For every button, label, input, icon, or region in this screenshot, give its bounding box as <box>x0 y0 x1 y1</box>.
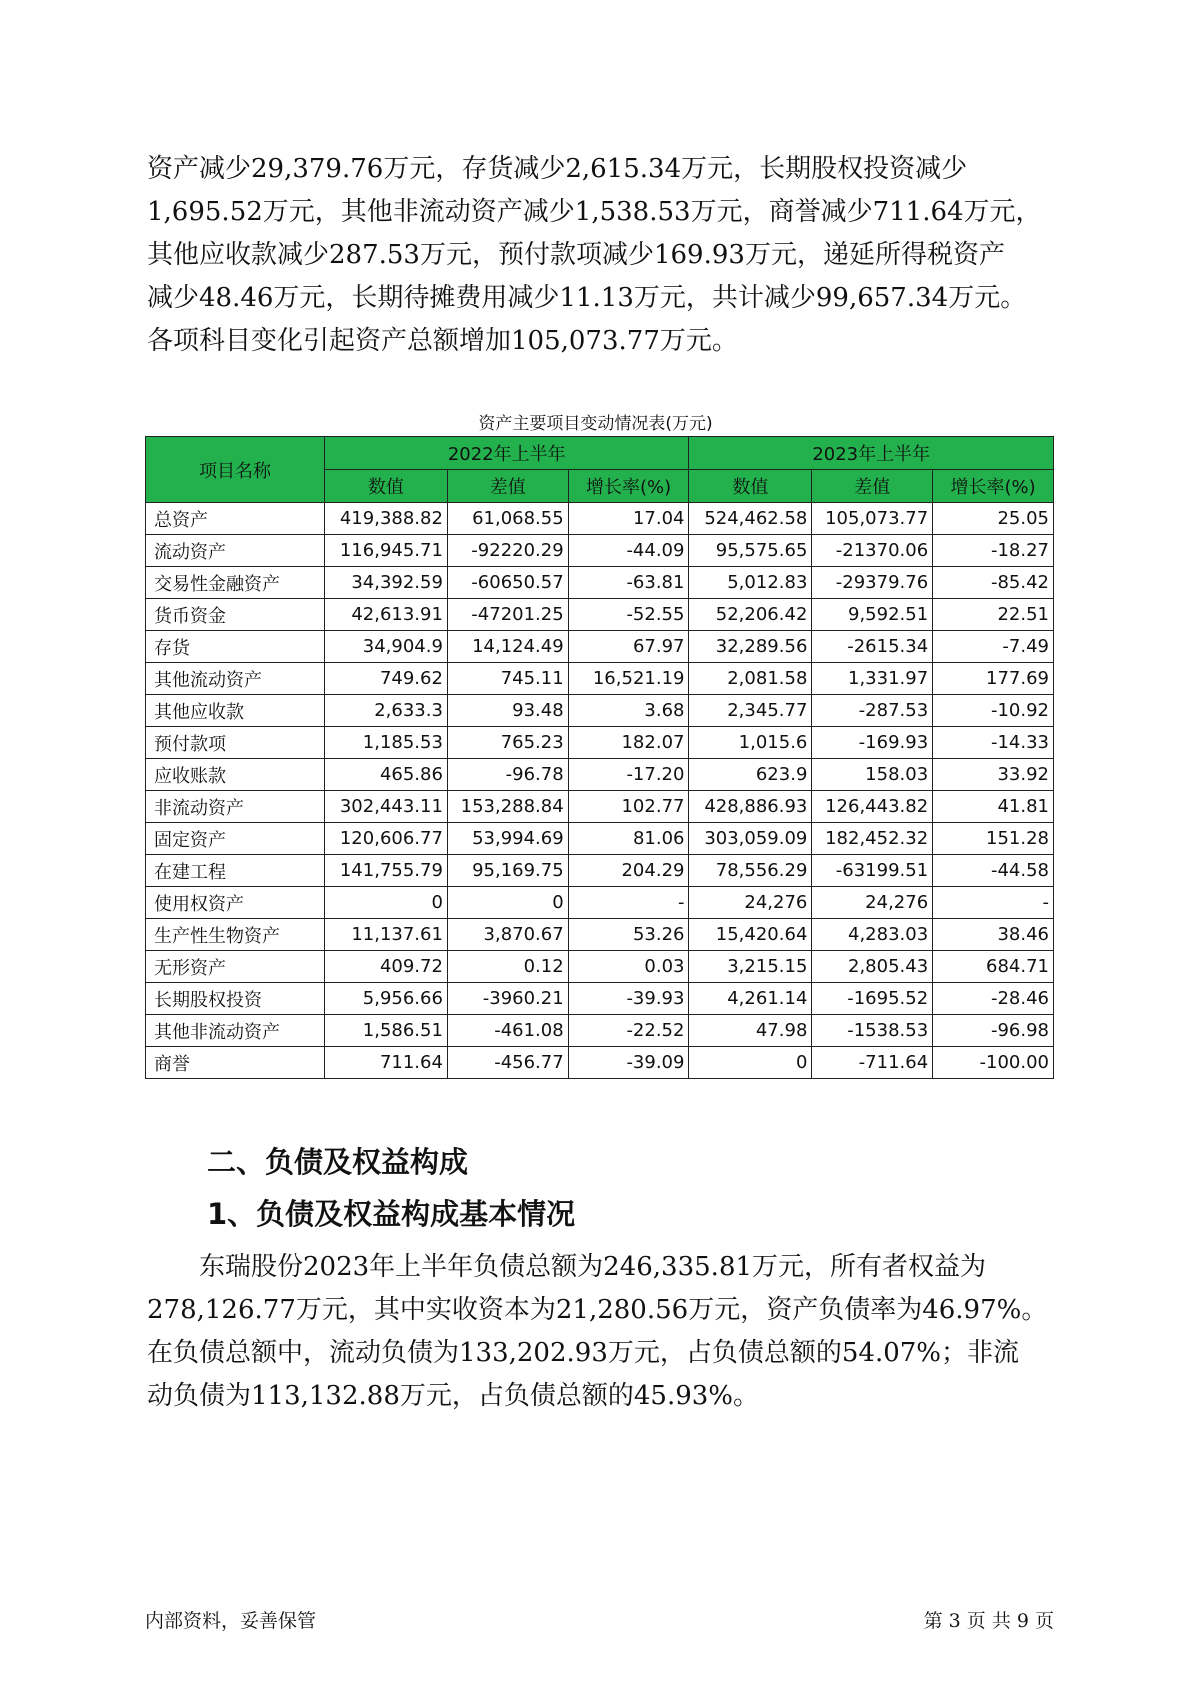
table-caption: 资产主要项目变动情况表(万元) <box>478 414 713 434</box>
table-cell: -29379.76 <box>812 567 933 599</box>
table-cell: -44.58 <box>933 855 1054 887</box>
table-cell: 52,206.42 <box>689 599 812 631</box>
table-cell: 102.77 <box>568 791 689 823</box>
row-label: 交易性金融资产 <box>146 567 325 599</box>
table-cell: 204.29 <box>568 855 689 887</box>
table-cell: 182.07 <box>568 727 689 759</box>
table-cell: -18.27 <box>933 535 1054 567</box>
table-body <box>146 503 1054 1079</box>
table-cell: -85.42 <box>933 567 1054 599</box>
table-cell: 158.03 <box>812 759 933 791</box>
table-cell: 47.98 <box>689 1015 812 1047</box>
header-period-2023: 2023年上半年 <box>689 437 1054 470</box>
table-cell: 53.26 <box>568 919 689 951</box>
table-cell: -3960.21 <box>447 983 568 1015</box>
table-cell: 120,606.77 <box>325 823 448 855</box>
table-cell: -22.52 <box>568 1015 689 1047</box>
table-cell: 0 <box>447 887 568 919</box>
table-cell: 749.62 <box>325 663 448 695</box>
table-cell: 9,592.51 <box>812 599 933 631</box>
body-line: 东瑞股份2023年上半年负债总额为246,335.81万元，所有者权益为 <box>199 1252 987 1282</box>
table-row <box>146 951 1054 983</box>
row-label: 生产性生物资产 <box>146 919 325 951</box>
table-cell: -1695.52 <box>812 983 933 1015</box>
table-cell: 1,586.51 <box>325 1015 448 1047</box>
table-row <box>146 727 1054 759</box>
table-cell: 711.64 <box>325 1047 448 1079</box>
row-label: 其他非流动资产 <box>146 1015 325 1047</box>
intro-line: 减少48.46万元，长期待摊费用减少11.13万元，共计减少99,657.34万元。 <box>147 283 1027 313</box>
table-cell: -39.09 <box>568 1047 689 1079</box>
table-cell: 81.06 <box>568 823 689 855</box>
table-cell: -7.49 <box>933 631 1054 663</box>
table-row <box>146 887 1054 919</box>
table-cell: 32,289.56 <box>689 631 812 663</box>
table-row <box>146 663 1054 695</box>
footer-page-number: 第 3 页 共 9 页 <box>923 1610 1054 1632</box>
intro-line: 各项科目变化引起资产总额增加105,073.77万元。 <box>147 326 738 356</box>
table-cell: -60650.57 <box>447 567 568 599</box>
table-cell: 303,059.09 <box>689 823 812 855</box>
row-label: 长期股权投资 <box>146 983 325 1015</box>
table-cell: -47201.25 <box>447 599 568 631</box>
table-cell: 0 <box>689 1047 812 1079</box>
table-cell: 1,331.97 <box>812 663 933 695</box>
table-cell: -44.09 <box>568 535 689 567</box>
table-cell: -21370.06 <box>812 535 933 567</box>
header-item-name: 项目名称 <box>146 437 325 503</box>
table-cell: 524,462.58 <box>689 503 812 535</box>
row-label: 货币资金 <box>146 599 325 631</box>
row-label: 非流动资产 <box>146 791 325 823</box>
table-cell: -52.55 <box>568 599 689 631</box>
table-cell: -14.33 <box>933 727 1054 759</box>
table-cell: 177.69 <box>933 663 1054 695</box>
table-row <box>146 791 1054 823</box>
row-label: 存货 <box>146 631 325 663</box>
table-cell: 1,015.6 <box>689 727 812 759</box>
subsection-heading: 1、负债及权益构成基本情况 <box>207 1197 576 1231</box>
header-period-2022: 2022年上半年 <box>325 437 689 470</box>
section-heading: 二、负债及权益构成 <box>207 1145 469 1179</box>
intro-line: 其他应收款减少287.53万元，预付款项减少169.93万元，递延所得税资产 <box>147 240 1005 270</box>
table-cell: 22.51 <box>933 599 1054 631</box>
table-cell: 0 <box>325 887 448 919</box>
table-cell: 141,755.79 <box>325 855 448 887</box>
table-cell: 0.12 <box>447 951 568 983</box>
row-label: 其他应收款 <box>146 695 325 727</box>
table-row <box>146 919 1054 951</box>
table-cell: 34,904.9 <box>325 631 448 663</box>
table-cell: 38.46 <box>933 919 1054 951</box>
header-value-2023: 数值 <box>689 470 812 503</box>
row-label: 应收账款 <box>146 759 325 791</box>
table-cell: -287.53 <box>812 695 933 727</box>
table-cell: 15,420.64 <box>689 919 812 951</box>
table-row <box>146 1015 1054 1047</box>
table-cell: 3,215.15 <box>689 951 812 983</box>
table-row <box>146 1047 1054 1079</box>
table-cell: -10.92 <box>933 695 1054 727</box>
table-cell: -2615.34 <box>812 631 933 663</box>
table-cell: 16,521.19 <box>568 663 689 695</box>
table-cell: 105,073.77 <box>812 503 933 535</box>
table-cell: 78,556.29 <box>689 855 812 887</box>
row-label: 固定资产 <box>146 823 325 855</box>
header-value-2022: 数值 <box>325 470 448 503</box>
body-line: 278,126.77万元，其中实收资本为21,280.56万元，资产负债率为46.97%。 <box>147 1295 1048 1325</box>
table-cell: 2,081.58 <box>689 663 812 695</box>
table-cell: 24,276 <box>812 887 933 919</box>
table-row <box>146 823 1054 855</box>
table-cell: 95,575.65 <box>689 535 812 567</box>
table-cell: 5,956.66 <box>325 983 448 1015</box>
intro-line: 资产减少29,379.76万元，存货减少2,615.34万元，长期股权投资减少 <box>147 154 968 184</box>
table-cell: - <box>568 887 689 919</box>
table-cell: 765.23 <box>447 727 568 759</box>
intro-paragraph <box>147 148 1052 363</box>
table-cell: -456.77 <box>447 1047 568 1079</box>
table-cell: 95,169.75 <box>447 855 568 887</box>
table-cell: -28.46 <box>933 983 1054 1015</box>
table-cell: 33.92 <box>933 759 1054 791</box>
table-cell: 67.97 <box>568 631 689 663</box>
row-label: 流动资产 <box>146 535 325 567</box>
footer-confidential-note: 内部资料，妥善保管 <box>145 1610 317 1632</box>
table-cell: -92220.29 <box>447 535 568 567</box>
table-cell: -63199.51 <box>812 855 933 887</box>
table-cell: 25.05 <box>933 503 1054 535</box>
table-cell: - <box>933 887 1054 919</box>
table-cell: -96.78 <box>447 759 568 791</box>
table-cell: 419,388.82 <box>325 503 448 535</box>
row-label: 使用权资产 <box>146 887 325 919</box>
table-cell: 126,443.82 <box>812 791 933 823</box>
table-cell: 428,886.93 <box>689 791 812 823</box>
table-cell: 41.81 <box>933 791 1054 823</box>
body-line: 在负债总额中，流动负债为133,202.93万元，占负债总额的54.07%；非流 <box>147 1338 1020 1368</box>
table-cell: 3.68 <box>568 695 689 727</box>
table-cell: 465.86 <box>325 759 448 791</box>
row-label: 其他流动资产 <box>146 663 325 695</box>
table-cell: -711.64 <box>812 1047 933 1079</box>
table-cell: -100.00 <box>933 1047 1054 1079</box>
table-cell: 4,261.14 <box>689 983 812 1015</box>
table-cell: -39.93 <box>568 983 689 1015</box>
table-cell: 93.48 <box>447 695 568 727</box>
table-row <box>146 567 1054 599</box>
table-row <box>146 631 1054 663</box>
table-cell: 745.11 <box>447 663 568 695</box>
table-cell: 4,283.03 <box>812 919 933 951</box>
table-cell: 2,805.43 <box>812 951 933 983</box>
table-cell: 2,633.3 <box>325 695 448 727</box>
table-cell: 0.03 <box>568 951 689 983</box>
asset-change-table <box>145 436 1054 1079</box>
table-cell: 42,613.91 <box>325 599 448 631</box>
table-row <box>146 855 1054 887</box>
liabilities-paragraph <box>147 1246 1052 1418</box>
table-row <box>146 983 1054 1015</box>
table-cell: 14,124.49 <box>447 631 568 663</box>
table-cell: 153,288.84 <box>447 791 568 823</box>
header-diff-2023: 差值 <box>812 470 933 503</box>
table-cell: 34,392.59 <box>325 567 448 599</box>
table-cell: 5,012.83 <box>689 567 812 599</box>
table-cell: 61,068.55 <box>447 503 568 535</box>
table-cell: 684.71 <box>933 951 1054 983</box>
table-cell: -63.81 <box>568 567 689 599</box>
table-cell: 151.28 <box>933 823 1054 855</box>
row-label: 预付款项 <box>146 727 325 759</box>
table-row <box>146 695 1054 727</box>
table-row <box>146 535 1054 567</box>
table-cell: 53,994.69 <box>447 823 568 855</box>
table-cell: 3,870.67 <box>447 919 568 951</box>
table-cell: 409.72 <box>325 951 448 983</box>
table-cell: 1,185.53 <box>325 727 448 759</box>
row-label: 商誉 <box>146 1047 325 1079</box>
table-cell: 24,276 <box>689 887 812 919</box>
body-line: 动负债为113,132.88万元，占负债总额的45.93%。 <box>147 1381 760 1411</box>
table-cell: 11,137.61 <box>325 919 448 951</box>
table-cell: 116,945.71 <box>325 535 448 567</box>
header-growth-2022: 增长率(%) <box>568 470 689 503</box>
table-row <box>146 759 1054 791</box>
table-cell: -169.93 <box>812 727 933 759</box>
table-row <box>146 503 1054 535</box>
table-cell: 182,452.32 <box>812 823 933 855</box>
table-cell: 302,443.11 <box>325 791 448 823</box>
header-growth-2023: 增长率(%) <box>933 470 1054 503</box>
row-label: 在建工程 <box>146 855 325 887</box>
row-label: 无形资产 <box>146 951 325 983</box>
table-cell: -96.98 <box>933 1015 1054 1047</box>
table-cell: 623.9 <box>689 759 812 791</box>
table-cell: 17.04 <box>568 503 689 535</box>
table-cell: 2,345.77 <box>689 695 812 727</box>
table-cell: -17.20 <box>568 759 689 791</box>
table-cell: -1538.53 <box>812 1015 933 1047</box>
row-label: 总资产 <box>146 503 325 535</box>
intro-line: 1,695.52万元，其他非流动资产减少1,538.53万元，商誉减少711.64万元， <box>147 197 1042 227</box>
table-cell: -461.08 <box>447 1015 568 1047</box>
table-row <box>146 599 1054 631</box>
header-diff-2022: 差值 <box>447 470 568 503</box>
